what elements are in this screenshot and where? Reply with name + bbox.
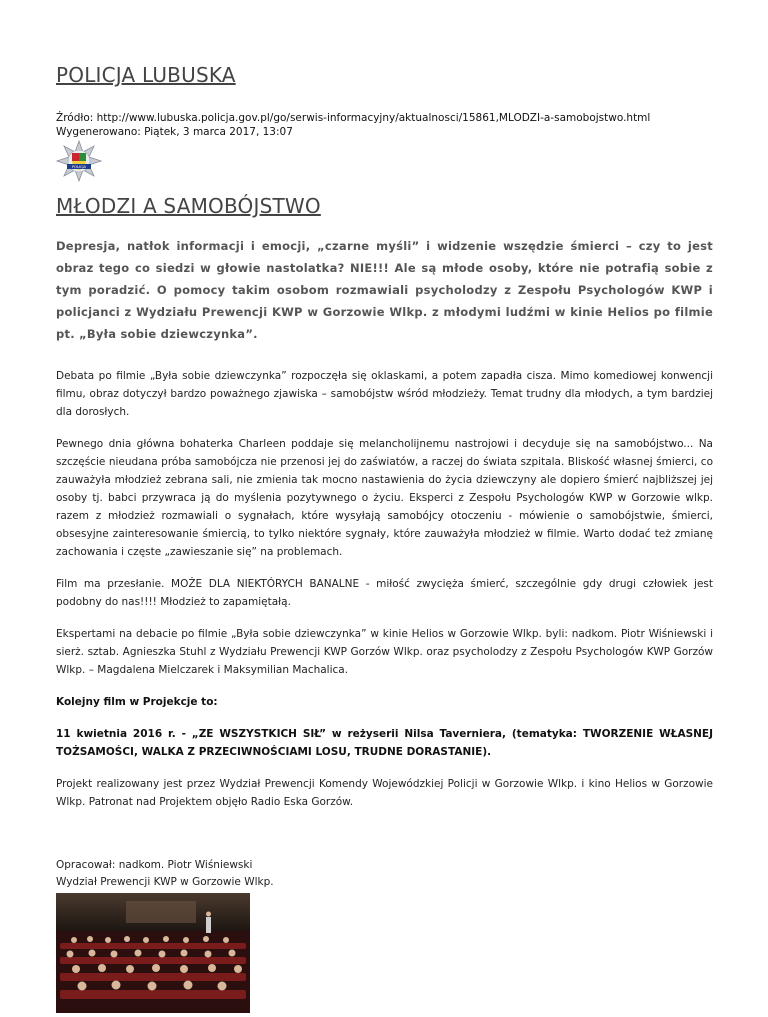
department-line: Wydział Prewencji KWP w Gorzowie Wlkp. — [56, 876, 274, 888]
project-info: Projekt realizowany jest przez Wydział Prewencji Komendy Wojewódzkiej Policji w Gorzowie Wlkp. i kino Helios w Gorzowie Wlkp. Patronat nad Projektem objęło Radio Eska Gorzów. — [56, 778, 713, 808]
next-film-heading: Kolejny film w Projekcje to: — [56, 696, 218, 708]
source-info — [56, 111, 716, 139]
logo-lettering: POLICJA — [71, 165, 87, 169]
site-title[interactable]: POLICJA LUBUSKA — [56, 63, 236, 87]
paragraph-message: Film ma przesłanie. MOŻE DLA NIEKTÓRYCH BANALNE - miłość zwycięża śmierć, szczególnie gdy drugi człowiek jest podobny do nas!!!! Młodzież to zapamiętałą. — [56, 578, 713, 608]
paragraph-plot: Pewnego dnia główna bohaterka Charleen poddaje się melancholijnemu nastrojowi i decyduje się na samobójstwo... Na szczęście nieudana próba samobójcza nie przenosi jej do zaświatów, a raczej do świata szpitala. Bliskość własnej śmierci, co zauważyła młodzież zebrana sali, nie zmienia tak mocno nastawienia do życia dziewczyny ale dopiero śmierć najbliższej jej osoby tj. babci przywraca ją do myślenia pozytywnego o życiu. Eksperci z Zespołu Psychologów KWP w Gorzowie wlkp. razem z młodzież rozmawiali o sygnałach, które wysyłają samobójcy otoczeniu - mówienie o samobójstwie, śmierci, obsesyjne zainteresowanie śmiercią, to tylko niektóre sygnały, które zauważyła młodzież w filmie. Warto dodać też zmianę zachowania i częste „zawieszanie się” na problemach. — [56, 438, 713, 558]
cinema-audience-photo — [56, 893, 250, 1013]
author-line: Opracował: nadkom. Piotr Wiśniewski — [56, 859, 253, 871]
article-lead: Depresja, natłok informacji i emocji, „czarne myśli” i widzenie wszędzie śmierci – czy to jest obraz tego co siedzi w głowie nastolatka? NIE!!! Ale są młode osoby, które nie potrafią sobie z tym poradzić. O pomocy takim osobom rozmawiali psycholodzy z Zespołu Psychologów KWP i policjanci z Wydziału Prewencji KWP w Gorzowie Wlkp. z młodymi ludźmi w kinie Helios po filmie pt. „Była sobie dziewczynka”. — [56, 239, 713, 341]
next-film-details: 11 kwietnia 2016 r. - „ZE WSZYSTKICH SIŁ” w reżyserii Nilsa Taverniera, (tematyka: TWORZENIE WŁASNEJ TOŻSAMOŚCI, WALKA Z PRZECIWNOŚCIAMI LOSU, TRUDNE DORASTANIE). — [56, 728, 713, 758]
article-body — [56, 235, 713, 1017]
police-star-logo-icon — [56, 140, 102, 182]
paragraph-experts: Ekspertami na debacie po filmie „Była sobie dziewczynka” w kinie Helios w Gorzowie Wlkp. byli: nadkom. Piotr Wiśniewski i sierż. sztab. Agnieszka Stuhl z Wydziału Prewencji KWP Gorzów Wlkp. oraz psycholodzy z Zespołu Psychologów KWP Gorzów Wlkp. – Magdalena Mielczarek i Maksymilian Machalica. — [56, 628, 713, 676]
generated-date-line: Wygenerowano: Piątek, 3 marca 2017, 13:07 — [56, 126, 293, 138]
article-title[interactable]: MŁODZI A SAMOBÓJSTWO — [56, 194, 321, 218]
paragraph-debate: Debata po filmie „Była sobie dziewczynka” rozpoczęła się oklaskami, a potem zapadła cisza. Mimo komediowej konwencji filmu, obraz dotyczył bardzo poważnego zjawiska – samobójstw wśród młodzieży. Temat trudny dla młodych, a tym bardziej dla dorosłych. — [56, 370, 713, 418]
source-url-line[interactable]: Źródło: http://www.lubuska.policja.gov.pl/go/serwis-informacyjny/aktualnosci/15861,MLODZI-a-samobojstwo.html — [56, 112, 651, 124]
author-block — [56, 857, 713, 891]
